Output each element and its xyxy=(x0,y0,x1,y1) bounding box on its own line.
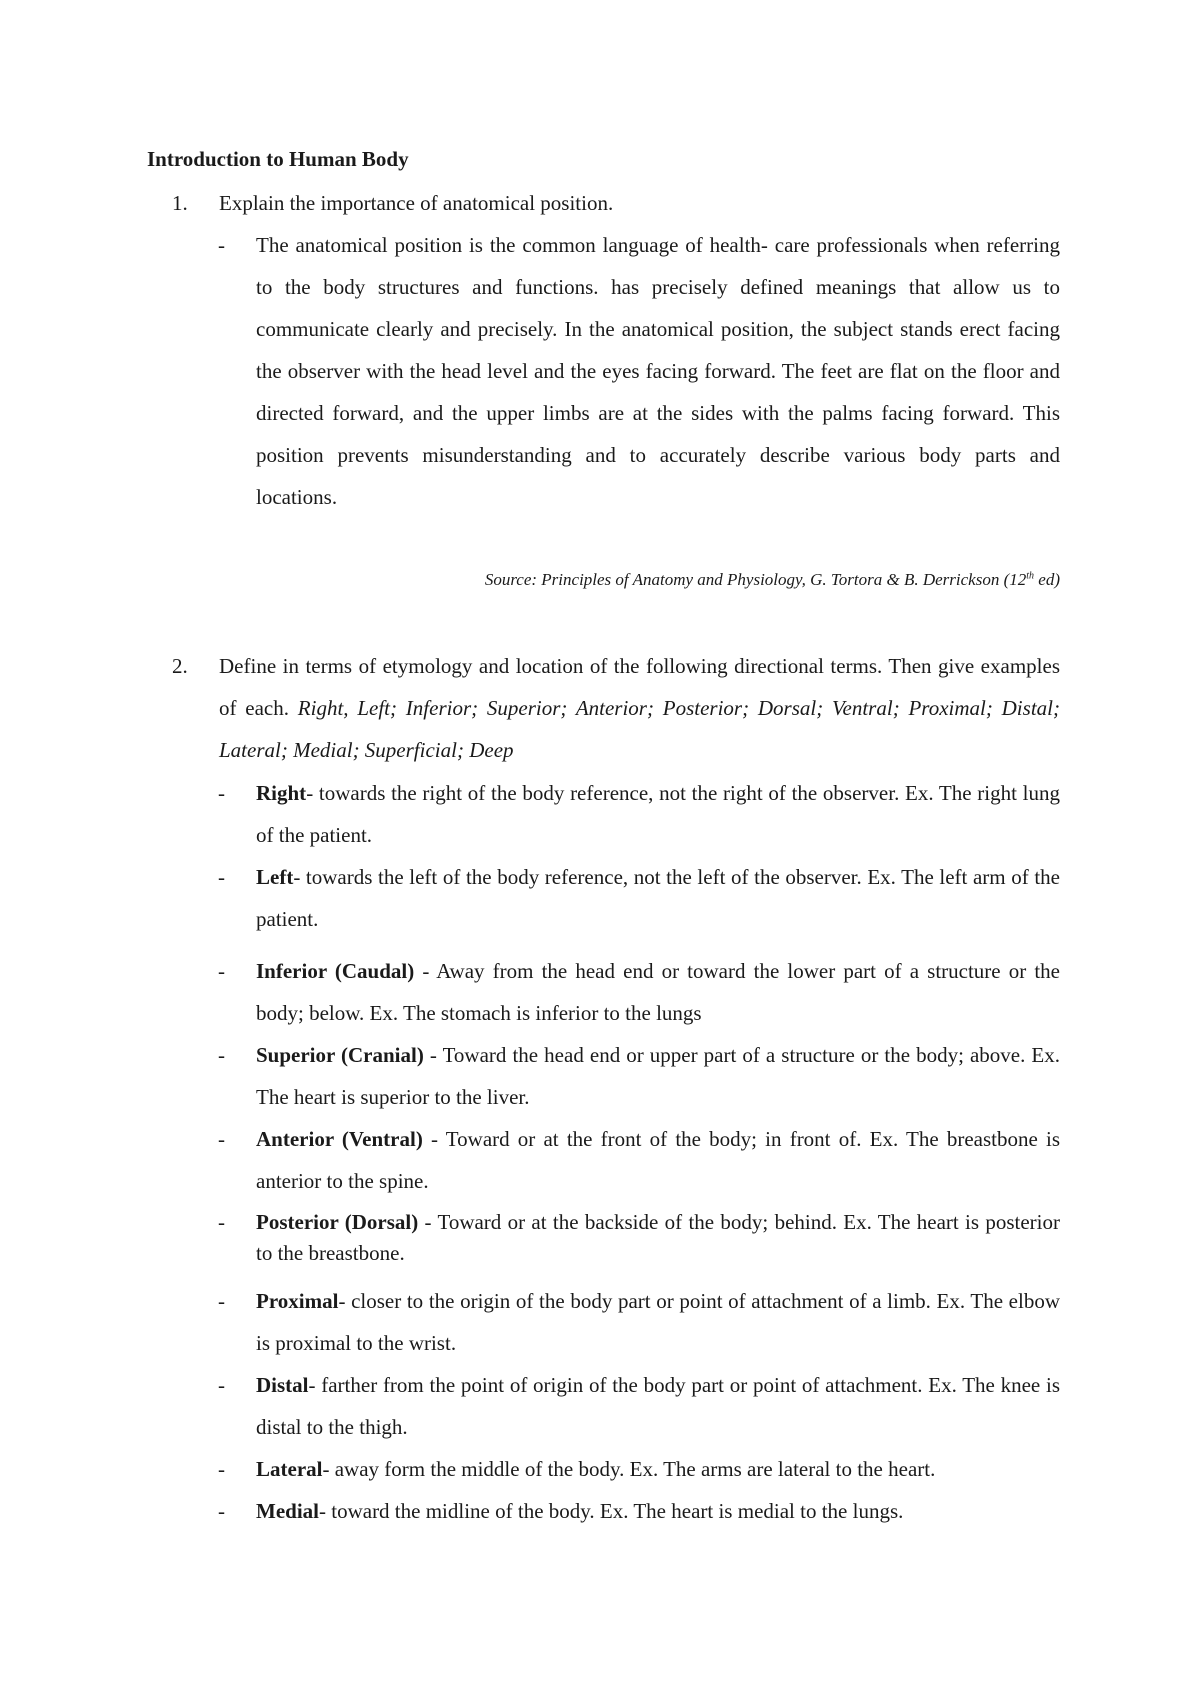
bullet-dash: - xyxy=(218,1289,225,1313)
term-item-medial xyxy=(218,1490,1060,1532)
term-text xyxy=(256,1034,1060,1118)
term-text xyxy=(256,1118,1060,1202)
term-text xyxy=(256,1364,1060,1448)
term-item-distal xyxy=(218,1364,1060,1448)
term-text xyxy=(256,1490,1060,1532)
term-text xyxy=(256,1448,1060,1490)
term-item-inferior xyxy=(218,950,1060,1034)
term-label: Anterior (Ventral) xyxy=(256,1127,423,1151)
term-text xyxy=(256,950,1060,1034)
question-terms: Right, Left; Inferior; Superior; Anterior; Posterior; Dorsal; Ventral; Proximal; Distal; Lateral; Medial; Superficial; Deep xyxy=(219,696,1060,762)
term-label: Superior (Cranial) xyxy=(256,1043,424,1067)
bullet-dash: - xyxy=(218,1043,225,1067)
bullet-dash: - xyxy=(218,1499,225,1523)
answer-text: The anatomical position is the common language of health- care professionals when referring to the body structures and functions. has precisely defined meanings that allow us to communicate clearly and precisely. In the anatomical position, the subject stands erect facing the observer with the head level and the eyes facing forward. The feet are flat on the floor and directed forward, and the upper limbs are at the sides with the palms facing forward. This position prevents misunderstanding and to accurately describe various body parts and locations. xyxy=(256,233,1060,509)
term-definition: - Toward or at the front of the body; in front of. Ex. The breastbone is anterior to the spine. xyxy=(256,1127,1060,1193)
source-edition: ed) xyxy=(1034,570,1060,589)
answer-1 xyxy=(218,224,1060,518)
term-definition: - farther from the point of origin of the body part or point of attachment. Ex. The knee is distal to the thigh. xyxy=(256,1373,1060,1439)
bullet-dash: - xyxy=(218,959,225,983)
term-definition: - toward the midline of the body. Ex. The heart is medial to the lungs. xyxy=(319,1499,904,1523)
term-label: Proximal xyxy=(256,1289,339,1313)
term-text xyxy=(256,772,1060,856)
question-text xyxy=(219,645,1060,771)
term-item-posterior xyxy=(218,1207,1060,1269)
question-1 xyxy=(172,182,1060,224)
term-label: Inferior (Caudal) xyxy=(256,959,415,983)
term-label: Posterior (Dorsal) xyxy=(256,1210,419,1234)
question-number: 1. xyxy=(172,191,188,215)
question-number: 2. xyxy=(172,654,188,678)
term-item-proximal xyxy=(218,1280,1060,1364)
term-label: Left xyxy=(256,865,294,889)
term-item-lateral xyxy=(218,1448,1060,1490)
term-item-anterior xyxy=(218,1118,1060,1202)
term-definition: - towards the left of the body reference, not the left of the observer. Ex. The left arm of the patient. xyxy=(256,865,1060,931)
bullet-dash: - xyxy=(218,865,225,889)
source-text: Source: Principles of Anatomy and Physiology, G. Tortora & B. Derrickson (12 xyxy=(484,570,1027,589)
term-label: Medial xyxy=(256,1499,319,1523)
bullet-dash: - xyxy=(218,1457,225,1481)
term-label: Lateral xyxy=(256,1457,323,1481)
source-citation xyxy=(485,570,1060,590)
document-title: Introduction to Human Body xyxy=(147,147,409,171)
term-definition: - towards the right of the body reference, not the right of the observer. Ex. The right lung of the patient. xyxy=(256,781,1060,847)
bullet-dash: - xyxy=(218,233,225,257)
bullet-dash: - xyxy=(218,1210,225,1234)
question-2 xyxy=(172,645,1060,771)
term-definition: - away form the middle of the body. Ex. The arms are lateral to the heart. xyxy=(322,1457,936,1481)
term-label: Right xyxy=(256,781,307,805)
term-label: Distal xyxy=(256,1373,309,1397)
term-definition: - Toward the head end or upper part of a structure or the body; above. Ex. The heart is superior to the liver. xyxy=(256,1043,1061,1109)
term-text xyxy=(256,1280,1060,1364)
bullet-dash: - xyxy=(218,781,225,805)
term-item-superior xyxy=(218,1034,1060,1118)
bullet-dash: - xyxy=(218,1373,225,1397)
term-item-right xyxy=(218,772,1060,856)
term-text xyxy=(256,856,1060,940)
bullet-dash: - xyxy=(218,1127,225,1151)
term-item-left xyxy=(218,856,1060,940)
question-text: Explain the importance of anatomical position. xyxy=(219,191,614,215)
term-definition: - Away from the head end or toward the lower part of a structure or the body; below. Ex. The stomach is inferior to the lungs xyxy=(256,959,1060,1025)
term-text xyxy=(256,1207,1060,1269)
source-superscript: th xyxy=(1026,570,1035,582)
question-prompt: Define in terms of etymology and location of the following directional terms. Then give examples of each. xyxy=(219,654,1060,720)
term-definition: - closer to the origin of the body part or point of attachment of a limb. Ex. The elbow is proximal to the wrist. xyxy=(256,1289,1060,1355)
term-definition: - Toward or at the backside of the body; behind. Ex. The heart is posterior to the breastbone. xyxy=(256,1210,1061,1265)
